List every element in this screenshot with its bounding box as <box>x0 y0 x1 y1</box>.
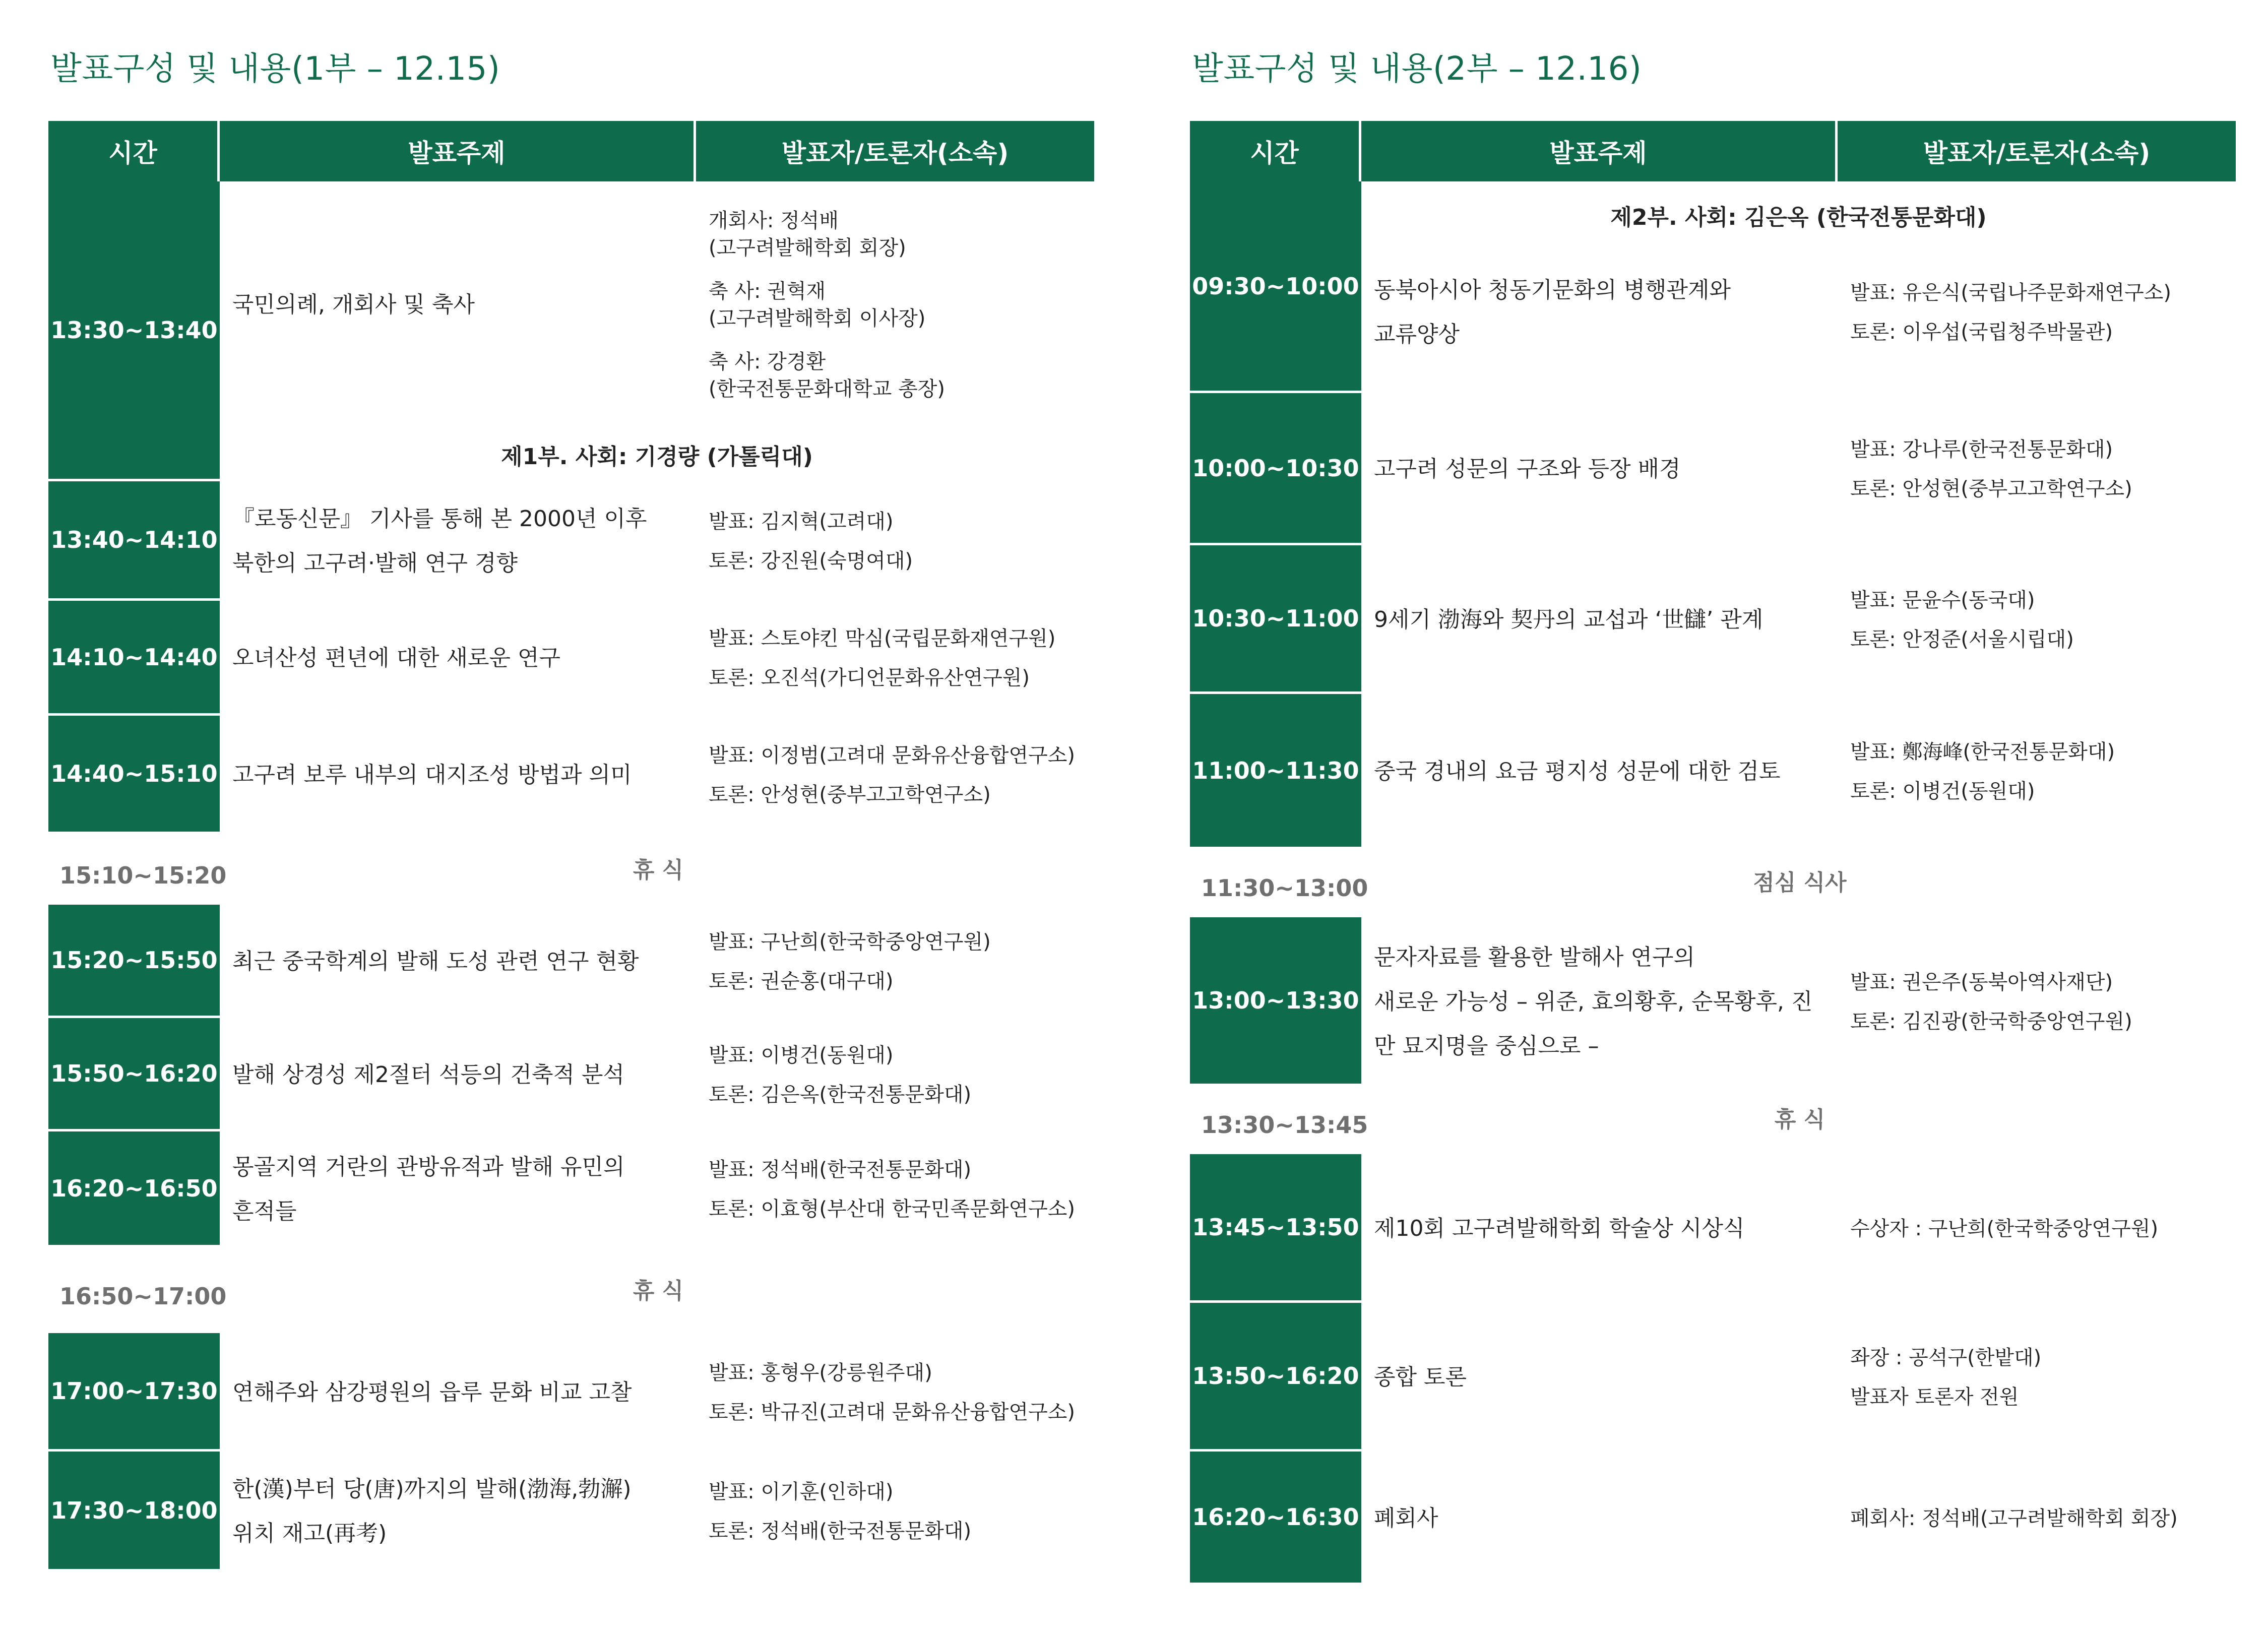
header-presenter: 발표자/토론자(소속) <box>781 139 1009 168</box>
time-cell: 13:00~13:30 <box>1190 917 1361 1086</box>
part1-table-header <box>48 121 1094 181</box>
discussant: 토론: 김은옥(한국전통문화대) <box>709 1083 972 1106</box>
presenter: 발표: 구난희(한국학중앙연구원) <box>709 930 991 954</box>
header-time: 시간 <box>48 121 220 181</box>
topic-cell <box>1374 393 1878 545</box>
time-cell: 14:40~15:10 <box>48 716 220 834</box>
topic-cell <box>1374 1154 1878 1303</box>
congratulatory-speech <box>709 278 1094 332</box>
presenter-cell <box>709 1333 1094 1452</box>
presenter: 좌장 : 공석구(한밭대) <box>1850 1346 2042 1369</box>
break-label: 점심 식사 <box>1753 870 1847 896</box>
topic-cell <box>232 1131 736 1247</box>
presenter: 발표: 김지혁(고려대) <box>709 510 894 533</box>
topic-line: 종합 토론 <box>1374 1364 1467 1390</box>
table-row <box>1190 393 2236 545</box>
table-row <box>1190 917 2236 1086</box>
topic-line: 교류양상 <box>1374 322 1460 347</box>
table-row <box>1190 1452 2236 1585</box>
presenter-cell <box>709 905 1094 1018</box>
part2-title: 발표구성 및 내용(2부 – 12.16) <box>1192 50 1642 88</box>
presenter-cell <box>1850 232 2236 393</box>
presenter: 발표: 강나루(한국전통문화대) <box>1850 438 2113 461</box>
topic-cell <box>1374 1452 1878 1585</box>
presenter-cell <box>1850 1154 2236 1303</box>
discussant: 토론: 안정준(서울시립대) <box>1850 627 2074 651</box>
discussant: 토론: 이우섭(국립청주박물관) <box>1850 321 2113 344</box>
opening-speakers <box>709 181 1094 428</box>
break-time: 15:10~15:20 <box>59 862 227 889</box>
topic-cell <box>232 181 736 428</box>
presenter: 발표: 권은주(동북아역사재단) <box>1850 970 2113 994</box>
topic-line: 연해주와 삼강평원의 읍루 문화 비교 고찰 <box>232 1379 632 1405</box>
presenter: 발표: 문윤수(동국대) <box>1850 588 2035 612</box>
topic-line: 만 묘지명을 중심으로 – <box>1374 1033 1599 1059</box>
topic-cell <box>232 481 736 601</box>
presenter-cell <box>709 481 1094 601</box>
topic-line: 국민의례, 개회사 및 축사 <box>232 292 475 318</box>
break-time: 13:30~13:45 <box>1201 1111 1368 1139</box>
discussant: 토론: 정석배(한국전통문화대) <box>709 1520 972 1543</box>
affiliation-line: (한국전통문화대학교 총장) <box>709 377 945 401</box>
presenter-cell <box>709 1452 1094 1571</box>
table-row <box>1190 1154 2236 1303</box>
discussant: 발표자 토론자 전원 <box>1850 1385 2019 1409</box>
discussant: 토론: 강진원(숙명여대) <box>709 549 913 573</box>
opening-speech <box>709 207 1094 262</box>
discussant: 토론: 박규진(고려대 문화유산융합연구소) <box>709 1400 1075 1424</box>
time-cell: 17:00~17:30 <box>48 1333 220 1452</box>
discussant: 토론: 권순홍(대구대) <box>709 969 894 993</box>
table-row-opening <box>48 181 1094 481</box>
table-row <box>48 1018 1094 1131</box>
table-row <box>48 716 1094 834</box>
topic-line: 제10회 고구려발해학회 학술상 시상식 <box>1374 1215 1745 1241</box>
table-row <box>1190 1303 2236 1452</box>
time-cell: 13:40~14:10 <box>48 481 220 601</box>
speaker-line: 축 사: 강경환 <box>709 350 826 373</box>
presenter-cell <box>1850 1303 2236 1452</box>
time-cell: 13:45~13:50 <box>1190 1154 1361 1303</box>
discussant: 토론: 이병건(동원대) <box>1850 780 2035 803</box>
topic-line: 오녀산성 편년에 대한 새로운 연구 <box>232 645 560 671</box>
topic-line: 9세기 渤海와 契丹의 교섭과 ‘世讎’ 관계 <box>1374 606 1763 633</box>
presenter: 발표: 정석배(한국전통문화대) <box>709 1158 972 1181</box>
topic-cell <box>232 601 736 716</box>
discussant: 토론: 김진광(한국학중앙연구원) <box>1850 1010 2132 1033</box>
presenter-cell <box>709 1018 1094 1131</box>
topic-line: 발해 상경성 제2절터 석등의 건축적 분석 <box>232 1061 624 1088</box>
presenter: 발표: 이기훈(인하대) <box>709 1480 894 1503</box>
presenter: 폐회사: 정석배(고구려발해학회 회장) <box>1850 1506 2178 1530</box>
table-row <box>48 481 1094 601</box>
topic-cell <box>232 1452 736 1571</box>
part1-title: 발표구성 및 내용(1부 – 12.15) <box>50 50 500 88</box>
topic-cell <box>232 1018 736 1131</box>
discussant: 토론: 이효형(부산대 한국민족문화연구소) <box>709 1198 1075 1221</box>
topic-cell <box>232 716 736 834</box>
topic-cell <box>1374 545 1878 694</box>
header-presenter: 발표자/토론자(소속) <box>1923 139 2151 168</box>
presenter: 발표: 鄭海峰(한국전통문화대) <box>1850 740 2115 764</box>
presenter: 수상자 : 구난희(한국학중앙연구원) <box>1850 1217 2159 1240</box>
presenter: 발표: 스토야킨 막심(국립문화재연구원) <box>709 627 1056 650</box>
congratulatory-speech <box>709 348 1094 403</box>
presenter-cell <box>709 1131 1094 1247</box>
time-cell: 17:30~18:00 <box>48 1452 220 1571</box>
discussant: 토론: 안성현(중부고고학연구소) <box>709 783 991 806</box>
table-row <box>1190 694 2236 849</box>
topic-line: 새로운 가능성 – 위준, 효의황후, 순목황후, 진 <box>1374 988 1813 1015</box>
table-row <box>48 1452 1094 1571</box>
table-row <box>48 1333 1094 1452</box>
table-row <box>48 1131 1094 1247</box>
time-cell: 10:00~10:30 <box>1190 393 1361 545</box>
time-cell: 13:50~16:20 <box>1190 1303 1361 1452</box>
table-row <box>1190 545 2236 694</box>
header-topic: 발표주제 <box>220 121 696 181</box>
topic-line: 최근 중국학계의 발해 도성 관련 연구 현황 <box>232 948 639 974</box>
topic-line: 위치 재고(再考) <box>232 1521 387 1546</box>
topic-line: 흔적들 <box>232 1199 297 1224</box>
presenter-cell <box>709 601 1094 716</box>
topic-line: 문자자료를 활용한 발해사 연구의 <box>1374 944 1695 970</box>
topic-line: 고구려 보루 내부의 대지조성 방법과 의미 <box>232 762 632 788</box>
presenter-cell <box>1850 393 2236 545</box>
break-label: 휴 식 <box>1774 1107 1825 1132</box>
topic-line: 『로동신문』 기사를 통해 본 2000년 이후 <box>232 506 647 532</box>
topic-line: 북한의 고구려·발해 연구 경향 <box>232 550 518 576</box>
table-row <box>48 905 1094 1018</box>
discussant: 토론: 안성현(중부고고학연구소) <box>1850 477 2132 500</box>
table-row <box>1190 181 2236 393</box>
session-chair: 제2부. 사회: 김은옥 (한국전통문화대) <box>1610 205 1987 230</box>
break-label: 휴 식 <box>633 857 684 883</box>
time-cell: 10:30~11:00 <box>1190 545 1361 694</box>
time-cell: 15:50~16:20 <box>48 1018 220 1131</box>
topic-line: 동북아시아 청동기문화의 병행관계와 <box>1374 277 1731 303</box>
time-cell: 16:20~16:30 <box>1190 1452 1361 1585</box>
affiliation-line: (고구려발해학회 이사장) <box>709 307 926 330</box>
header-time: 시간 <box>1190 121 1361 181</box>
presenter: 발표: 이병건(동원대) <box>709 1043 894 1067</box>
presenter-cell <box>1850 917 2236 1086</box>
speaker-line: 축 사: 권혁재 <box>709 280 826 303</box>
topic-cell <box>232 905 736 1018</box>
topic-cell <box>232 1333 736 1452</box>
topic-line: 폐회사 <box>1374 1505 1438 1531</box>
break-label: 휴 식 <box>633 1278 684 1304</box>
affiliation-line: (고구려발해학회 회장) <box>709 236 906 260</box>
presenter-cell <box>1850 694 2236 849</box>
time-cell: 14:10~14:40 <box>48 601 220 716</box>
table-row <box>48 601 1094 716</box>
topic-cell <box>1374 232 1878 393</box>
topic-cell <box>1374 694 1878 849</box>
time-cell: 16:20~16:50 <box>48 1131 220 1247</box>
topic-line: 몽골지역 거란의 관방유적과 발해 유민의 <box>232 1154 625 1180</box>
topic-line: 한(漢)부터 당(唐)까지의 발해(渤海,勃澥) <box>232 1476 632 1502</box>
presenter-cell <box>1850 545 2236 694</box>
speaker-line: 개회사: 정석배 <box>709 209 839 232</box>
break-time: 16:50~17:00 <box>59 1283 227 1310</box>
topic-cell <box>1374 917 1878 1086</box>
topic-line: 고구려 성문의 구조와 등장 배경 <box>1374 456 1681 482</box>
header-topic: 발표주제 <box>1361 121 1838 181</box>
presenter-cell <box>709 716 1094 834</box>
presenter-cell <box>1850 1452 2236 1585</box>
discussant: 토론: 오진석(가디언문화유산연구원) <box>709 666 1030 689</box>
break-time: 11:30~13:00 <box>1201 874 1368 902</box>
part2-table-header <box>1190 121 2236 181</box>
time-cell: 13:30~13:40 <box>48 181 220 481</box>
topic-cell <box>1374 1303 1878 1452</box>
presenter: 발표: 유은식(국립나주문화재연구소) <box>1850 281 2172 304</box>
session-chair: 제1부. 사회: 기경량 (가톨릭대) <box>501 444 813 470</box>
time-cell: 11:00~11:30 <box>1190 694 1361 849</box>
presenter: 발표: 이정범(고려대 문화유산융합연구소) <box>709 743 1075 767</box>
time-cell: 09:30~10:00 <box>1190 181 1361 393</box>
time-cell: 15:20~15:50 <box>48 905 220 1018</box>
presenter: 발표: 홍형우(강릉원주대) <box>709 1361 932 1384</box>
topic-line: 중국 경내의 요금 평지성 성문에 대한 검토 <box>1374 759 1781 784</box>
